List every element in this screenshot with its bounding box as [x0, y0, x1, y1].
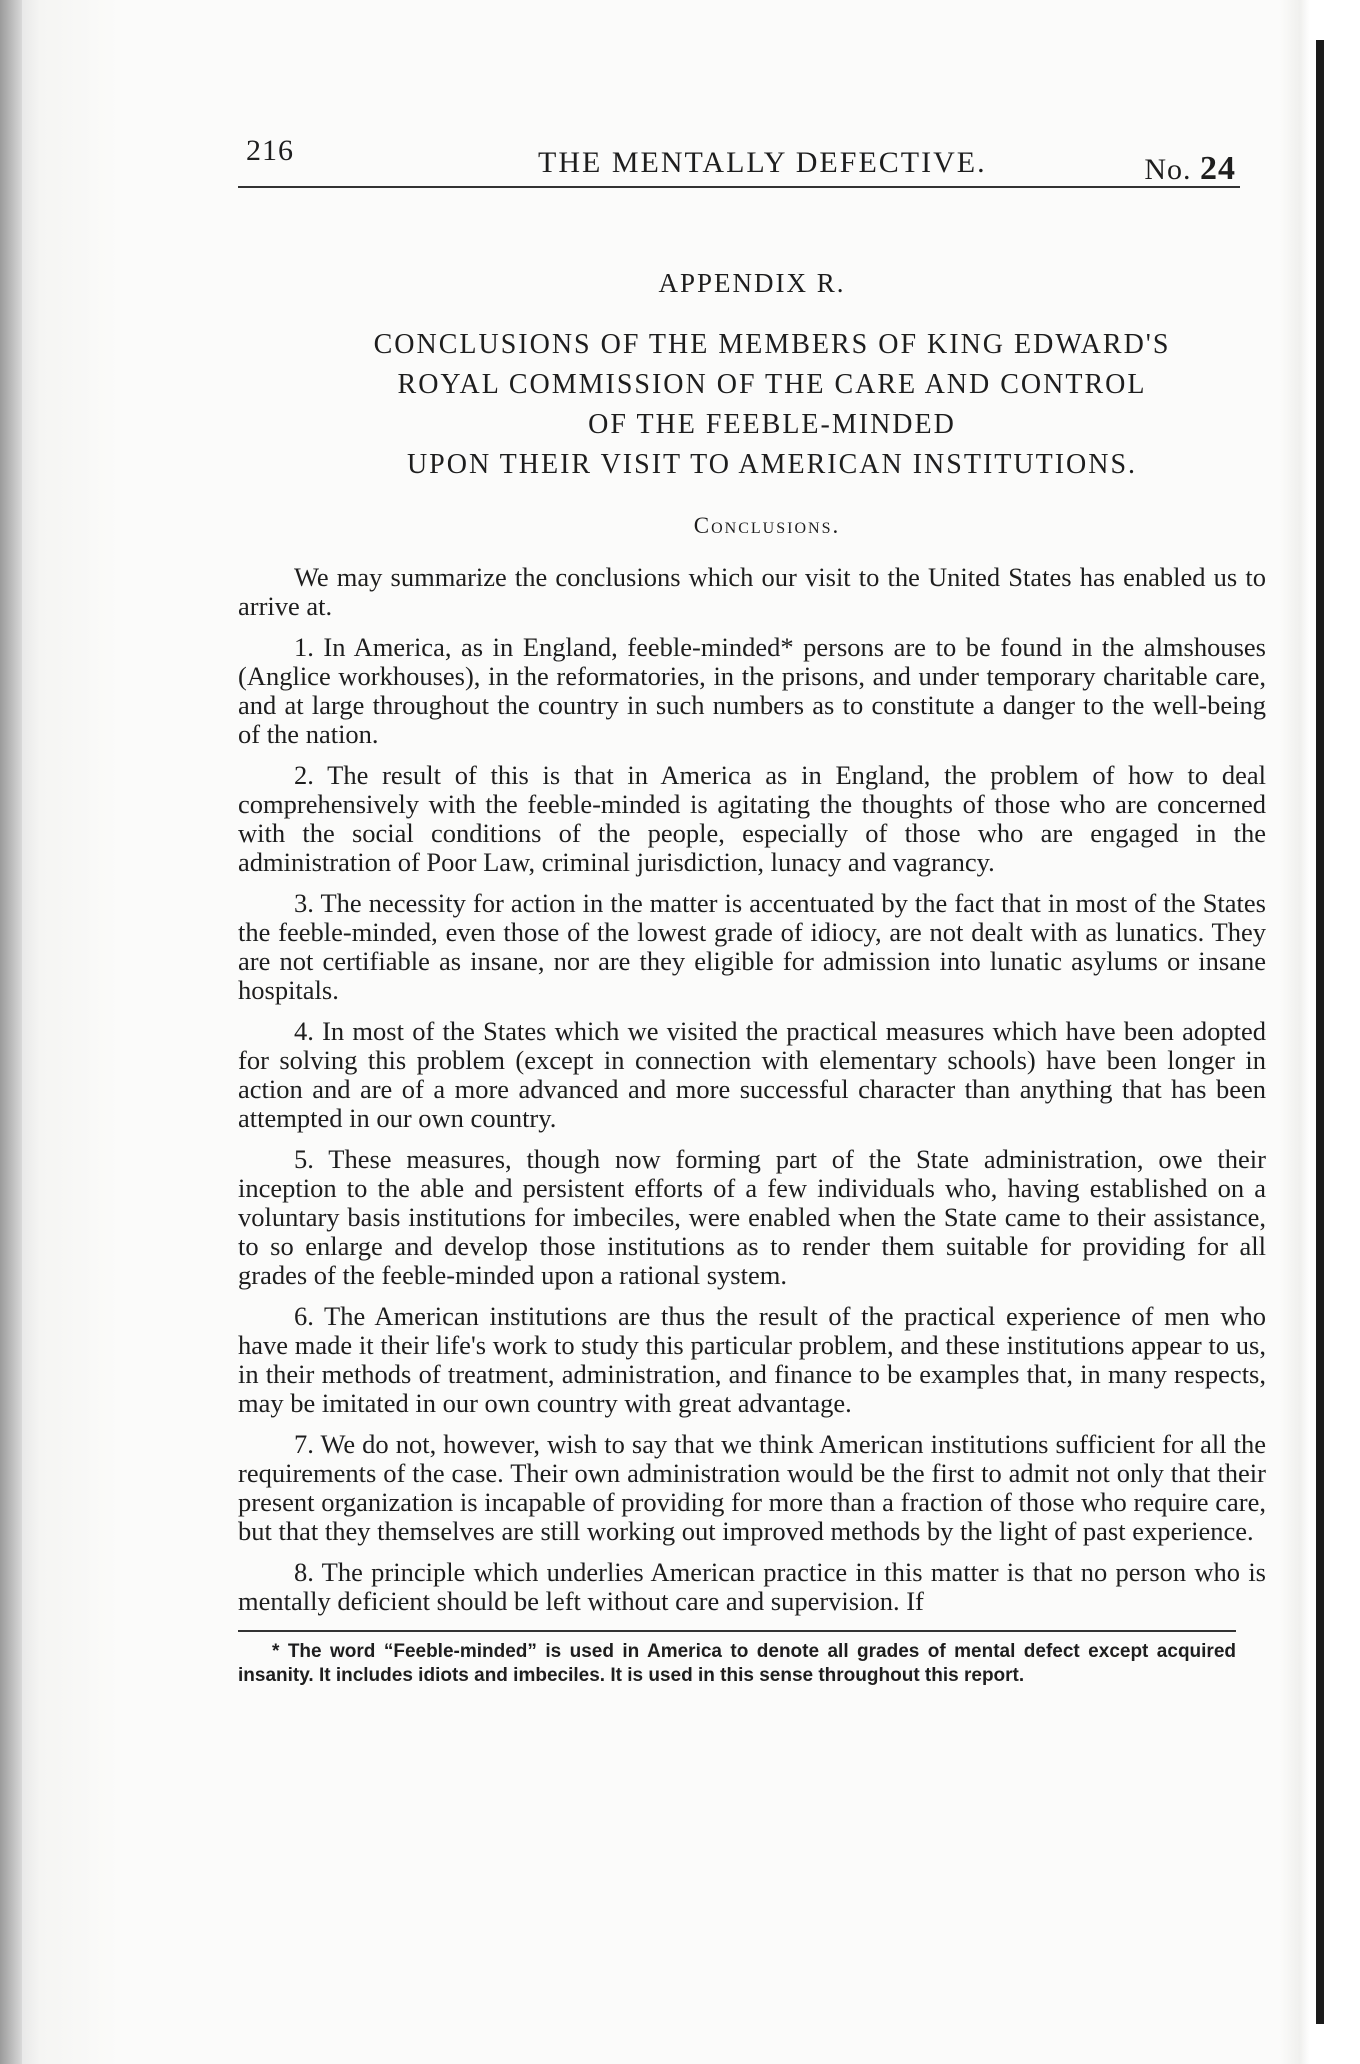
title-line: CONCLUSIONS OF THE MEMBERS OF KING EDWARD'S — [373, 329, 1171, 360]
page-number: 216 — [246, 134, 294, 167]
title-line: ROYAL COMMISSION OF THE CARE AND CONTROL — [397, 369, 1147, 400]
document-number — [1144, 150, 1236, 188]
body-text — [238, 563, 1266, 1616]
paragraph-2: 2. The result of this is that in America as in England, the problem of how to deal comprehensively with the feeble-minded is agitating the thoughts of those who are concerned with the social conditions of the people, especially of those who are engaged in the administration of Poor Law, criminal jurisdiction, lunacy and vagrancy. — [238, 760, 1266, 877]
section-heading: Conclusions. — [693, 513, 841, 538]
header-rule — [238, 186, 1240, 188]
main-title — [278, 325, 1266, 485]
paragraph-1: 1. In America, as in England, feeble-minded* persons are to be found in the almshouses (Anglice workhouses), in the reformatories, in the prisons, and under temporary charitable care, and at large throughout the country in such numbers as to constitute a danger to the well-being of the nation. — [238, 632, 1266, 749]
paragraph-3: 3. The necessity for action in the matter is accentuated by the fact that in most of the States the feeble-minded, even those of the lowest grade of idiocy, are not dealt with as lunatics. They are not certifiable as insane, nor are they eligible for admission into lunatic asylums or insane hospitals. — [238, 888, 1266, 1005]
paragraph-6: 6. The American institutions are thus the result of the practical experience of men who have made it their life's work to study this particular problem, and these institutions appear to us, in their methods of treatment, administration, and finance to be examples that, in many respects, may be imitated in our own country with great advantage. — [238, 1301, 1266, 1418]
title-line: OF THE FEEBLE-MINDED — [588, 409, 956, 440]
book-spine-shadow — [1316, 40, 1324, 2024]
appendix-heading: APPENDIX R. — [658, 268, 846, 298]
footnote-rule — [238, 1630, 1236, 1632]
paragraph-7: 7. We do not, however, wish to say that we think American institutions sufficient for all the requirements of the case. Their own administration would be the first to admit not only that their present organization is incapable of providing for more than a fraction of those who require care, but that they themselves are still working out improved methods by the light of past experience. — [238, 1429, 1266, 1546]
title-line: UPON THEIR VISIT TO AMERICAN INSTITUTIONS. — [406, 449, 1138, 480]
page-left-edge — [0, 0, 22, 2064]
document-number-prefix: No. — [1144, 153, 1192, 186]
document-number-value: 24 — [1200, 150, 1236, 187]
running-title: THE MENTALLY DEFECTIVE. — [538, 146, 987, 179]
paragraph-5: 5. These measures, though now forming part of the State administration, owe their inception to the able and persistent efforts of a few individuals who, having established on a voluntary basis institutions for imbeciles, were enabled when the State came to their assistance, to so enlarge and develop those institutions as to render them suitable for providing for all grades of the feeble-minded upon a rational system. — [238, 1144, 1266, 1290]
footnote: * The word “Feeble-minded” is used in America to denote all grades of mental defect except acquired insanity. It includes idiots and imbeciles. It is used in this sense throughout this report. — [238, 1641, 1236, 1686]
paragraph-4: 4. In most of the States which we visited the practical measures which have been adopted for solving this problem (except in connection with elementary schools) have been longer in action and are of a more advanced and more successful character than anything that has been attempted in our own country. — [238, 1016, 1266, 1133]
running-header — [238, 130, 1266, 187]
paragraph-intro: We may summarize the conclusions which our visit to the United States has enabled us to arrive at. — [238, 562, 1266, 621]
paragraph-8: 8. The principle which underlies American practice in this matter is that no person who is mentally deficient should be left without care and supervision. If — [238, 1557, 1266, 1616]
page-content — [238, 130, 1266, 1688]
